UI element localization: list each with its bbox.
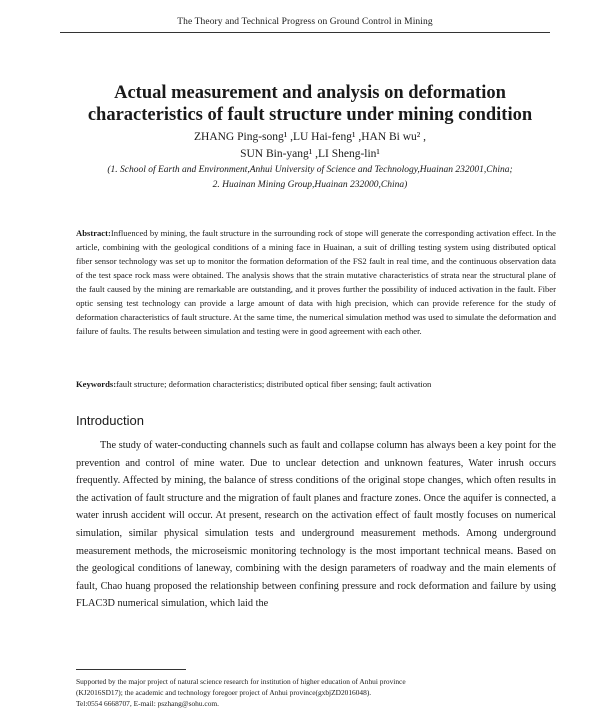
paper-title: Actual measurement and analysis on deformation characteristics of fault structure under mining condition [87,83,533,125]
authors-line-2: SUN Bin-yang¹ ,LI Sheng-lin¹ [240,148,380,160]
author-list [60,129,560,163]
footnote-divider [76,669,186,670]
footnote-line-1: Supported by the major project of natural science research for institution of higher education of Anhui province [76,677,406,686]
section-heading-introduction: Introduction [76,413,144,428]
keywords-label: Keywords: [76,379,117,389]
footnote-line-3: Tel:0554 6668707, E-mail: pszhang@sohu.com. [76,699,219,708]
introduction-paragraph: The study of water-conducting channels such as fault and collapse column has always been a key point for the prevention and control of mine water. Due to unclear detection and unknown features, Water inrush occurs frequently. Affected by mining, the balance of stress conditions of the original stope changes, which often results in the activation of fault structure and the migration of fault planes and fracture zones. Once the aquifer is connected, a water inrush accident will occur. At present, research on the activation effect of fault mostly focuses on numerical simulation, similar physical simulation tests and underground measurement methods. Among underground measurement methods, the microseismic monitoring technology is the most important technical means. Based on the geological conditions of laneway, combining with the design parameters of roadway and the main elements of fault, Chao huang proposed the relationship between confining pressure and rock deformation and failure by using FLAC3D numerical simulation, which laid the [76,440,556,610]
affiliations [60,163,560,192]
running-header: The Theory and Technical Progress on Ground Control in Mining [60,17,550,33]
keywords [76,377,556,391]
affiliation-2: 2. Huainan Mining Group,Huainan 232000,China) [212,179,408,190]
abstract-label: Abstract: [76,228,111,238]
affiliation-1: (1. School of Earth and Environment,Anhui University of Science and Technology,Huainan 232001,China; [107,165,513,175]
authors-line-1: ZHANG Ping-song¹ ,LU Hai-feng¹ ,HAN Bi wu² , [193,131,427,143]
footnote [76,676,556,709]
footnote-line-2: (KJ2016SD17); the academic and technology foregoer project of Anhui province(gxbjZD2016048). [76,688,372,697]
abstract-text: Influenced by mining, the fault structure in the surrounding rock of stope will generate the corresponding activation effect. In the article, combining with the geological conditions of a mining face in Huainan, a suit of drilling testing system using distributed optical fiber sensor technology was set up to monitor the formation deformation of the FS2 fault in real time, and the continuous observation data of the test space rock mass were obtained. The analysis shows that the strain mutative characteristics of strata near the structural plane of the fault caused by the mining are remarkable are outstanding, and it proves further the possibility of induced activation in the fault. Fiber optic sensing test technology can provide a large amount of data with high precision, which can provide reference for the study of deformation characteristics of fault structure. At the same time, the numerical simulation method was used to simulate the deformation and failure of faults. The results between simulation and testing were in good agreement with each other. [76,228,556,336]
abstract [76,226,556,338]
keywords-text: fault structure; deformation characteristics; distributed optical fiber sensing; fault activation [116,379,432,389]
